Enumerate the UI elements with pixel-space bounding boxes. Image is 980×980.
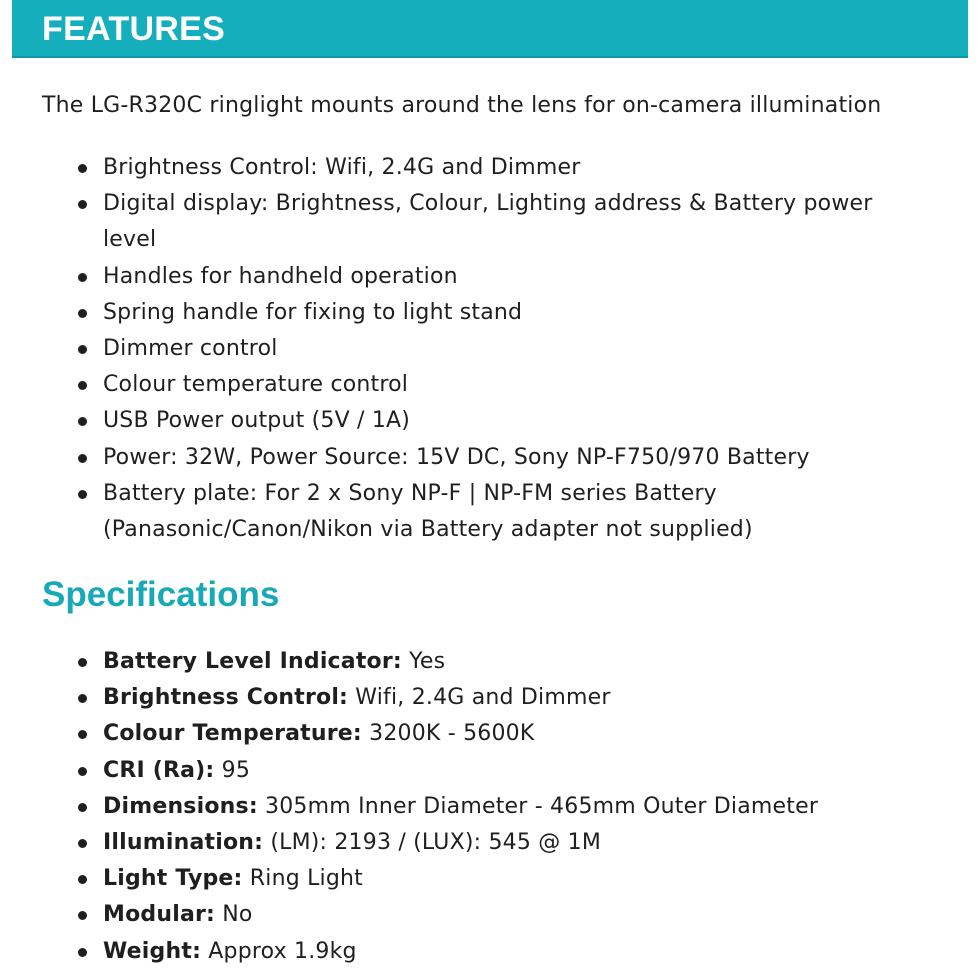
feature-item bbox=[42, 403, 932, 439]
spec-item bbox=[42, 716, 932, 752]
feature-item bbox=[42, 186, 932, 258]
spec-value: No bbox=[222, 902, 253, 928]
bullet-icon bbox=[78, 345, 87, 354]
feature-text: Colour temperature control bbox=[103, 372, 409, 398]
feature-text: Spring handle for fixing to light stand bbox=[103, 299, 523, 325]
bullet-icon bbox=[78, 658, 87, 667]
spec-label: Battery Level Indicator: bbox=[103, 649, 402, 674]
features-banner bbox=[12, 0, 968, 58]
bullet-icon bbox=[78, 948, 87, 957]
feature-text: Handles for handheld operation bbox=[103, 263, 458, 289]
bullet-icon bbox=[78, 839, 87, 848]
spec-value: Approx 1.9kg bbox=[208, 938, 357, 964]
bullet-icon bbox=[78, 200, 87, 209]
bullet-icon bbox=[78, 803, 87, 812]
spec-value: Yes bbox=[409, 649, 446, 674]
bullet-icon bbox=[78, 875, 87, 884]
bullet-icon bbox=[78, 381, 87, 390]
bullet-icon bbox=[78, 273, 87, 282]
feature-item bbox=[42, 476, 932, 548]
feature-item bbox=[42, 259, 932, 295]
feature-item bbox=[42, 295, 932, 331]
spec-item bbox=[42, 753, 932, 789]
bullet-icon bbox=[78, 309, 87, 318]
spec-label: Colour Temperature: bbox=[103, 721, 362, 747]
spec-label: Weight: bbox=[103, 938, 202, 964]
bullet-icon bbox=[78, 730, 87, 739]
bullet-icon bbox=[78, 767, 87, 776]
feature-text: USB Power output (5V / 1A) bbox=[103, 408, 411, 434]
spec-item bbox=[42, 680, 932, 716]
bullet-icon bbox=[78, 454, 87, 463]
spec-label: Brightness Control: bbox=[103, 685, 349, 711]
spec-item bbox=[42, 644, 932, 680]
spec-value: (LM): 2193 / (LUX): 545 @ 1M bbox=[270, 830, 602, 856]
spec-label: Dimensions: bbox=[103, 793, 258, 819]
spec-value: 95 bbox=[221, 757, 251, 783]
spec-item bbox=[42, 861, 932, 897]
feature-text: Dimmer control bbox=[103, 336, 278, 362]
spec-label: Illumination: bbox=[103, 830, 264, 856]
spec-item bbox=[42, 934, 932, 970]
bullet-icon bbox=[78, 417, 87, 426]
spec-value: Ring Light bbox=[249, 866, 363, 892]
bullet-icon bbox=[78, 911, 87, 920]
spec-label: CRI (Ra): bbox=[103, 757, 215, 783]
spec-value: 3200K - 5600K bbox=[369, 721, 535, 747]
bullet-icon bbox=[78, 164, 87, 173]
feature-text: Battery plate: For 2 x Sony NP-F | NP-FM series Battery (Panasonic/Canon/Nikon via Battery adapter not supplied) bbox=[103, 480, 753, 543]
bullet-icon bbox=[78, 694, 87, 703]
feature-item bbox=[42, 150, 932, 186]
feature-text: Power: 32W, Power Source: 15V DC, Sony NP-F750/970 Battery bbox=[103, 444, 810, 470]
spec-label: Modular: bbox=[103, 902, 216, 928]
feature-item bbox=[42, 331, 932, 367]
spec-value: Wifi, 2.4G and Dimmer bbox=[355, 685, 611, 711]
spec-value: 305mm Inner Diameter - 465mm Outer Diameter bbox=[265, 793, 819, 819]
specifications-list bbox=[42, 644, 932, 970]
spec-item bbox=[42, 825, 932, 861]
spec-label: Light Type: bbox=[103, 866, 243, 892]
feature-text: Digital display: Brightness, Colour, Lighting address & Battery power level bbox=[103, 191, 873, 253]
bullet-icon bbox=[78, 490, 87, 499]
features-title: FEATURES bbox=[42, 10, 226, 48]
feature-item bbox=[42, 440, 932, 476]
intro-text: The LG-R320C ringlight mounts around the lens for on-camera illumination bbox=[42, 93, 882, 118]
specifications-heading: Specifications bbox=[42, 575, 280, 614]
feature-text: Brightness Control: Wifi, 2.4G and Dimmer bbox=[103, 155, 581, 180]
spec-item bbox=[42, 897, 932, 933]
features-list bbox=[42, 150, 932, 548]
feature-item bbox=[42, 367, 932, 403]
spec-item bbox=[42, 789, 932, 825]
